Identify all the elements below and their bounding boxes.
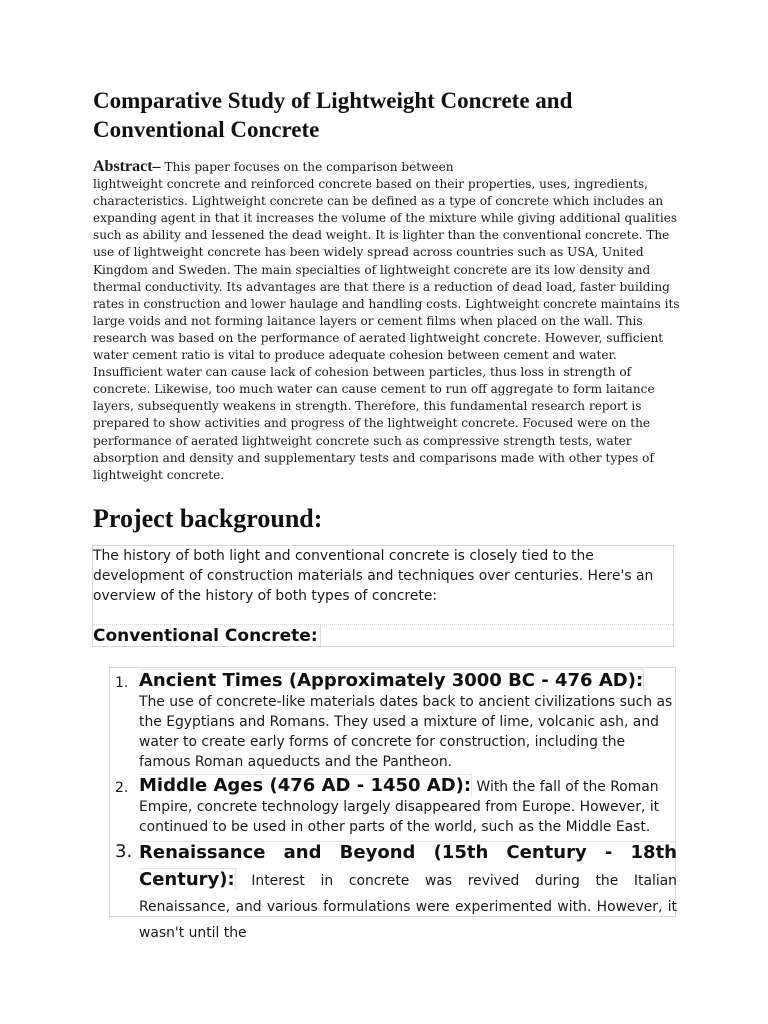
abstract-paragraph xyxy=(93,158,683,484)
abstract-label: Abstract– xyxy=(93,158,161,175)
list-item-text: The use of concrete-like materials dates back to ancient civilizations such as the Egyptians and Romans. They used a mixture of lime, volcanic ash, and water to create early forms of concrete for construction, including the famous Roman aqueducts and the Pantheon. xyxy=(139,694,673,770)
list-item-heading: Ancient Times (Approximately 3000 BC - 476 AD): xyxy=(139,670,644,691)
abstract-body: lightweight concrete and reinforced concrete based on their properties, uses, ingredients, characteristics. Lightweight concrete can be defined as a type of concrete which includes an expanding agent in that it increases the volume of the mixture while giving additional qualities such as ability and lessened the dead weight. It is lighter than the conventional concrete. The use of lightweight concrete has been widely spread across countries such as USA, United Kingdom and Sweden. The main specialties of lightweight concrete are its low density and thermal conductivity. Its advantages are that there is a reduction of dead load, faster building rates in construction and lower haulage and handling costs. Lightweight concrete maintains its large voids and not forming laitance layers or cement films when placed on the wall. This research was based on the performance of aerated lightweight concrete. However, sufficient water cement ratio is vital to produce adequate cohesion between cement and water. Insufficient water can cause lack of cohesion between particles, thus loss in strength of concrete. Likewise, too much water can cause cement to run off aggregate to form laitance layers, subsequently weakens in strength. Therefore, this fundamental research report is prepared to show activities and progress of the lightweight concrete. Focused were on the performance of aerated lightweight concrete such as compressive strength tests, water absorption and density and supplementary tests and comparisons made with other types of lightweight concrete. xyxy=(93,177,680,482)
subsection-heading: Conventional Concrete: xyxy=(93,624,321,648)
list-item-number: 2. xyxy=(115,780,129,796)
section-heading: Project background: xyxy=(93,504,323,533)
list-item xyxy=(139,840,677,946)
document-title: Comparative Study of Lightweight Concrete and Conventional Concrete xyxy=(93,88,573,142)
list-item-text: With the fall of the Roman Empire, concrete technology largely disappeared from Europe. However, it continued to be used in other parts of the world, such as the Middle East. xyxy=(139,779,660,835)
list-item xyxy=(139,671,674,772)
history-intro: The history of both light and conventional concrete is closely tied to the development of construction materials and techniques over centuries. Here's an overview of the history of both types of concrete: xyxy=(93,548,654,604)
abstract-first-line: This paper focuses on the comparison between xyxy=(164,160,454,174)
list-item-heading: Renaissance and Beyond (15th Century - 18th Century): xyxy=(139,842,677,890)
list-item-text: Interest in concrete was revived during the Italian Renaissance, and various formulations were experimented with. However, it wasn't until the xyxy=(139,873,677,941)
list-item-number: 1. xyxy=(115,675,129,691)
list-item-number: 3. xyxy=(115,841,133,862)
list-item xyxy=(139,776,674,837)
list-item-heading: Middle Ages (476 AD - 1450 AD): xyxy=(139,775,472,796)
